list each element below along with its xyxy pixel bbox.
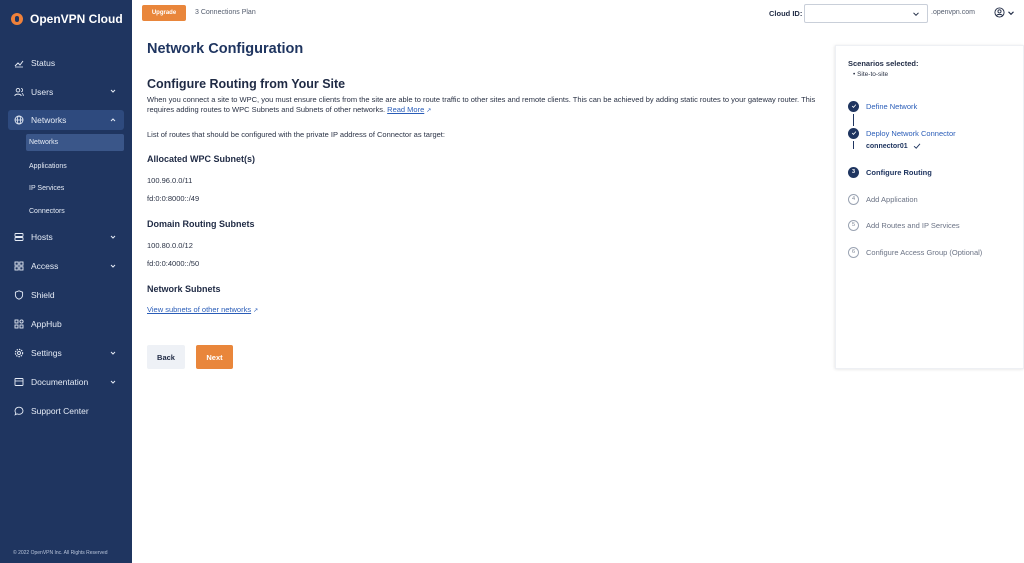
brand[interactable] (11, 12, 123, 26)
step-label: Add Application (866, 194, 918, 204)
sidebar-item-status[interactable] (0, 48, 132, 77)
chart-line-icon (14, 58, 24, 68)
step-configure-access-group[interactable] (848, 245, 982, 259)
step-number: 4 (848, 194, 859, 205)
step-connector-line (853, 141, 854, 149)
check-circle-icon (848, 128, 859, 139)
scenario-selected-item: • Site-to-site (853, 71, 889, 78)
plan-label: 3 Connections Plan (195, 9, 256, 16)
sidebar-item-access[interactable] (0, 252, 132, 281)
chevron-down-icon (109, 262, 117, 270)
step-deploy-connector[interactable] (848, 126, 956, 140)
domain-routing-heading: Domain Routing Subnets (147, 219, 255, 229)
step-configure-routing[interactable] (848, 165, 932, 179)
view-subnets-link[interactable] (147, 305, 258, 314)
step-number: 6 (848, 247, 859, 258)
checkmark-icon (913, 142, 921, 150)
routing-description (147, 95, 825, 116)
brand-name: OpenVPN Cloud (30, 12, 123, 26)
external-link-icon: ↗ (253, 308, 259, 314)
step-label: Define Network (866, 101, 918, 111)
view-subnets-label: View subnets of other networks (147, 305, 252, 314)
cloud-id-select[interactable] (804, 4, 928, 23)
scenarios-title: Scenarios selected: (848, 59, 919, 68)
book-icon (14, 377, 24, 387)
sidebar-subitem-networks[interactable]: Networks (26, 134, 124, 151)
connector-status (866, 142, 921, 150)
sidebar-item-users[interactable] (0, 77, 132, 106)
copyright: © 2022 OpenVPN Inc. All Rights Reserved (13, 550, 108, 556)
apps-icon (14, 319, 24, 329)
read-more-link[interactable] (387, 105, 424, 114)
step-add-routes[interactable] (848, 218, 960, 232)
allocated-ipv4-subnet: 100.96.0.0/11 (147, 176, 193, 185)
sidebar-subitem-applications[interactable]: Applications (29, 162, 67, 170)
step-label: Configure Routing (866, 167, 932, 177)
sidebar-subitem-connectors[interactable]: Connectors (29, 207, 65, 215)
chevron-down-icon (912, 10, 920, 18)
step-label: Configure Access Group (Optional) (866, 247, 983, 257)
chevron-down-icon (1007, 9, 1015, 17)
step-define-network[interactable] (848, 99, 917, 113)
step-number: 3 (848, 167, 859, 178)
gear-icon (14, 348, 24, 358)
network-subnets-heading: Network Subnets (147, 284, 221, 294)
sidebar-item-label: Status (31, 57, 56, 68)
next-button[interactable]: Next (196, 345, 233, 369)
step-connector-line (853, 114, 854, 126)
chat-icon (14, 406, 24, 416)
sidebar-nav (0, 48, 132, 426)
sidebar-item-label: AppHub (31, 319, 62, 329)
scenario-panel (835, 45, 1024, 369)
scenario-selected-label: Site-to-site (857, 71, 889, 78)
chevron-up-icon (109, 116, 117, 124)
sidebar-item-hosts[interactable] (0, 223, 132, 252)
sidebar-item-label: Shield (31, 290, 55, 300)
routes-intro: List of routes that should be configured with the private IP address of Connector as target: (147, 130, 445, 139)
grid-icon (14, 261, 24, 271)
page-title: Network Configuration (147, 41, 304, 57)
sidebar-item-label: Documentation (31, 377, 89, 387)
domain-ipv4-subnet: 100.80.0.0/12 (147, 241, 193, 250)
topbar (132, 0, 1024, 28)
upgrade-button[interactable]: Upgrade (142, 5, 186, 21)
step-label: Deploy Network Connector (866, 128, 956, 138)
globe-icon (14, 115, 24, 125)
users-icon (14, 87, 24, 97)
sidebar (0, 0, 132, 563)
sidebar-item-networks[interactable] (8, 110, 124, 130)
shield-icon (14, 290, 24, 300)
allocated-subnets-heading: Allocated WPC Subnet(s) (147, 154, 256, 164)
chevron-down-icon (109, 349, 117, 357)
sidebar-item-support-center[interactable] (0, 397, 132, 426)
sidebar-item-label: Access (31, 261, 59, 271)
sidebar-item-label: Settings (31, 348, 62, 358)
section-title: Configure Routing from Your Site (147, 77, 346, 91)
chevron-down-icon (109, 87, 117, 95)
openvpn-logo-icon (11, 13, 23, 25)
read-more-label: Read More (387, 105, 425, 114)
user-menu[interactable] (994, 7, 1015, 18)
server-icon (14, 232, 24, 242)
chevron-down-icon (109, 378, 117, 386)
sidebar-item-label: Support Center (31, 406, 89, 416)
sidebar-item-label: Networks (31, 115, 67, 125)
sidebar-item-apphub[interactable] (0, 310, 132, 339)
sidebar-item-shield[interactable] (0, 281, 132, 310)
sidebar-subitem-ip-services[interactable]: IP Services (29, 185, 65, 193)
user-avatar-icon (994, 7, 1005, 18)
check-circle-icon (848, 101, 859, 112)
external-link-icon: ↗ (426, 108, 432, 114)
allocated-ipv6-subnet: fd:0:0:8000::/49 (147, 194, 200, 203)
domain-ipv6-subnet: fd:0:0:4000::/50 (147, 259, 200, 268)
connector-name: connector01 (866, 142, 908, 150)
back-button[interactable]: Back (147, 345, 185, 369)
sidebar-item-documentation[interactable] (0, 368, 132, 397)
cloud-id-label: Cloud ID: (769, 9, 803, 18)
step-label: Add Routes and IP Services (866, 220, 960, 230)
description-text: When you connect a site to WPC, you must ensure clients from the site are able to route traffic to other sites and remote clients. This can be achieved by adding static routes to your gateway router. This requires adding routes to WPC Subnets and Subnets of other networks. (147, 95, 816, 114)
sidebar-item-label: Hosts (31, 232, 53, 242)
chevron-down-icon (109, 233, 117, 241)
sidebar-item-label: Users (31, 86, 54, 97)
step-add-application[interactable] (848, 192, 918, 206)
cloud-domain-suffix: .openvpn.com (931, 9, 975, 16)
sidebar-item-settings[interactable] (0, 339, 132, 368)
step-number: 5 (848, 220, 859, 231)
